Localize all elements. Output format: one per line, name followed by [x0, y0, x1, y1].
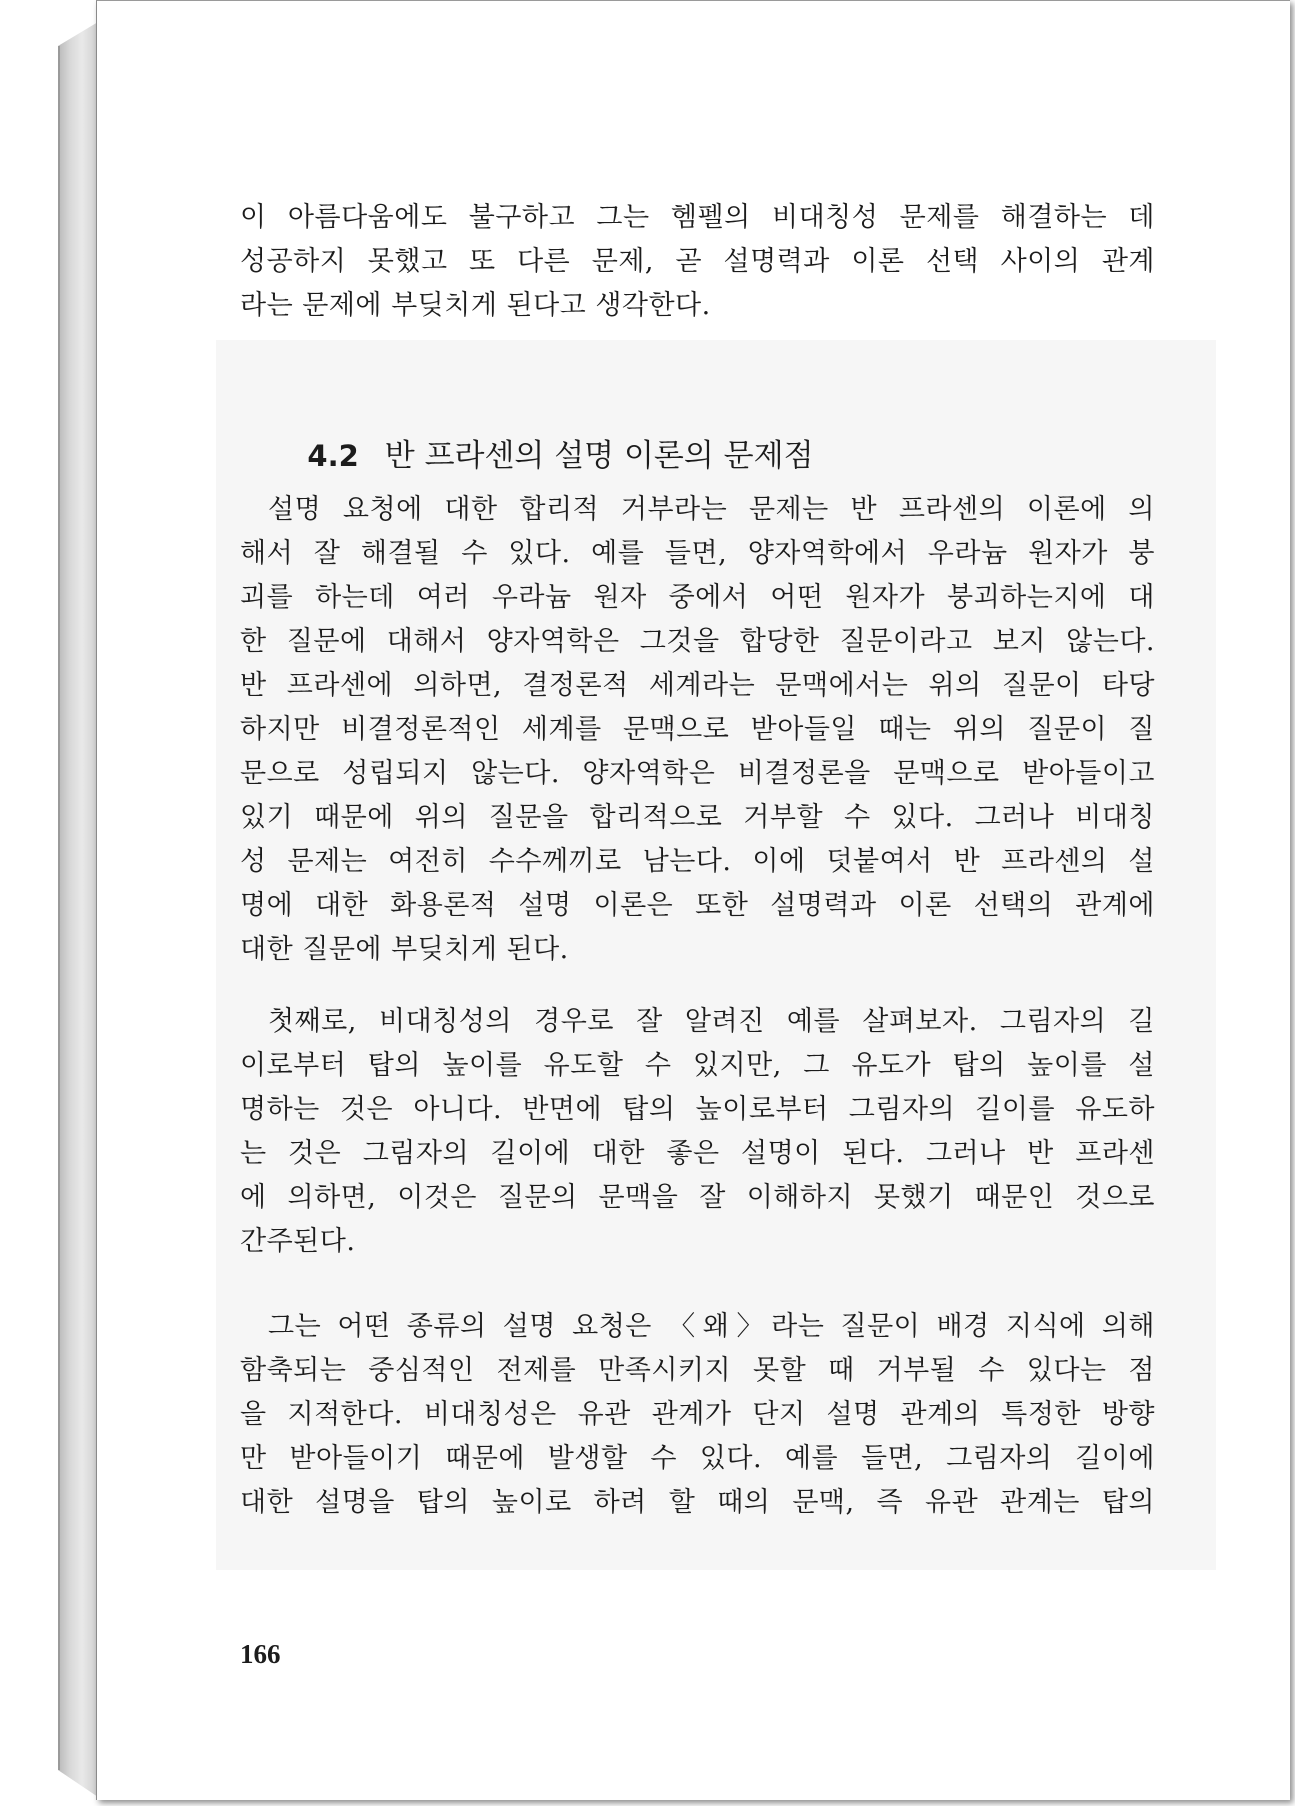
text-line: 성공하지 못했고 또 다른 문제, 곧 설명력과 이론 선택 사이의 관계 — [240, 246, 1155, 277]
text-line: 대한 설명을 탑의 높이로 하려 할 때의 문맥, 즉 유관 관계는 탑의 — [240, 1487, 1155, 1518]
text-line: 반 프라센에 의하면, 결정론적 세계라는 문맥에서는 위의 질문이 타당 — [240, 670, 1155, 701]
text-line: 해서 잘 해결될 수 있다. 예를 들면, 양자역학에서 우라늄 원자가 붕 — [240, 538, 1155, 569]
text-line: 문으로 성립되지 않는다. 양자역학은 비결정론을 문맥으로 받아들이고 — [240, 758, 1155, 789]
text-line: 이로부터 탑의 높이를 유도할 수 있지만, 그 유도가 탑의 높이를 설 — [240, 1050, 1155, 1081]
page-number: 166 — [240, 1639, 281, 1669]
section-number: 4.2 — [307, 439, 359, 473]
intro-paragraph — [240, 196, 1155, 328]
text-line: 있기 때문에 위의 질문을 합리적으로 거부할 수 있다. 그러나 비대칭 — [240, 802, 1155, 833]
section-title: 반 프라센의 설명 이론의 문제점 — [384, 438, 814, 474]
text-line: 만 받아들이기 때문에 발생할 수 있다. 예를 들면, 그림자의 길이에 — [240, 1443, 1155, 1474]
text-line: 한 질문에 대해서 양자역학은 그것을 합당한 질문이라고 보지 않는다. — [240, 626, 1155, 657]
text-line: 성 문제는 여전히 수수께끼로 남는다. 이에 덧붙여서 반 프라센의 설 — [240, 846, 1155, 877]
text-line: 명하는 것은 아니다. 반면에 탑의 높이로부터 그림자의 길이를 유도하 — [240, 1094, 1155, 1125]
text-line: 에 의하면, 이것은 질문의 문맥을 잘 이해하지 못했기 때문인 것으로 — [240, 1182, 1155, 1213]
text-line: 간주된다. — [240, 1226, 356, 1257]
text-line: 괴를 하는데 여러 우라늄 원자 중에서 어떤 원자가 붕괴하는지에 대 — [240, 582, 1155, 613]
paragraph-3 — [240, 1305, 1155, 1525]
text-line: 이 아름다움에도 불구하고 그는 헴펠의 비대칭성 문제를 해결하는 데 — [240, 202, 1155, 233]
text-line: 라는 문제에 부딪치게 된다고 생각한다. — [240, 290, 711, 321]
book-spine-edge — [58, 46, 60, 1770]
text-line: 는 것은 그림자의 길이에 대한 좋은 설명이 된다. 그러나 반 프라센 — [240, 1138, 1155, 1169]
text-line: 그는 어떤 종류의 설명 요청은 〈왜〉라는 질문이 배경 지식에 의해 — [268, 1311, 1155, 1342]
text-line: 함축되는 중심적인 전제를 만족시키지 못할 때 거부될 수 있다는 점 — [240, 1355, 1155, 1386]
text-line: 을 지적한다. 비대칭성은 유관 관계가 단지 설명 관계의 특정한 방향 — [240, 1399, 1155, 1430]
text-line: 첫째로, 비대칭성의 경우로 잘 알려진 예를 살펴보자. 그림자의 길 — [268, 1006, 1155, 1037]
text-line: 설명 요청에 대한 합리적 거부라는 문제는 반 프라센의 이론에 의 — [268, 494, 1155, 525]
paragraph-2 — [240, 1000, 1155, 1264]
text-line: 하지만 비결정론적인 세계를 문맥으로 받아들일 때는 위의 질문이 질 — [240, 714, 1155, 745]
book-spine — [58, 22, 98, 1797]
paragraph-1 — [240, 488, 1155, 972]
text-line: 대한 질문에 부딪치게 된다. — [240, 934, 569, 965]
text-line: 명에 대한 화용론적 설명 이론은 또한 설명력과 이론 선택의 관계에 — [240, 890, 1155, 921]
